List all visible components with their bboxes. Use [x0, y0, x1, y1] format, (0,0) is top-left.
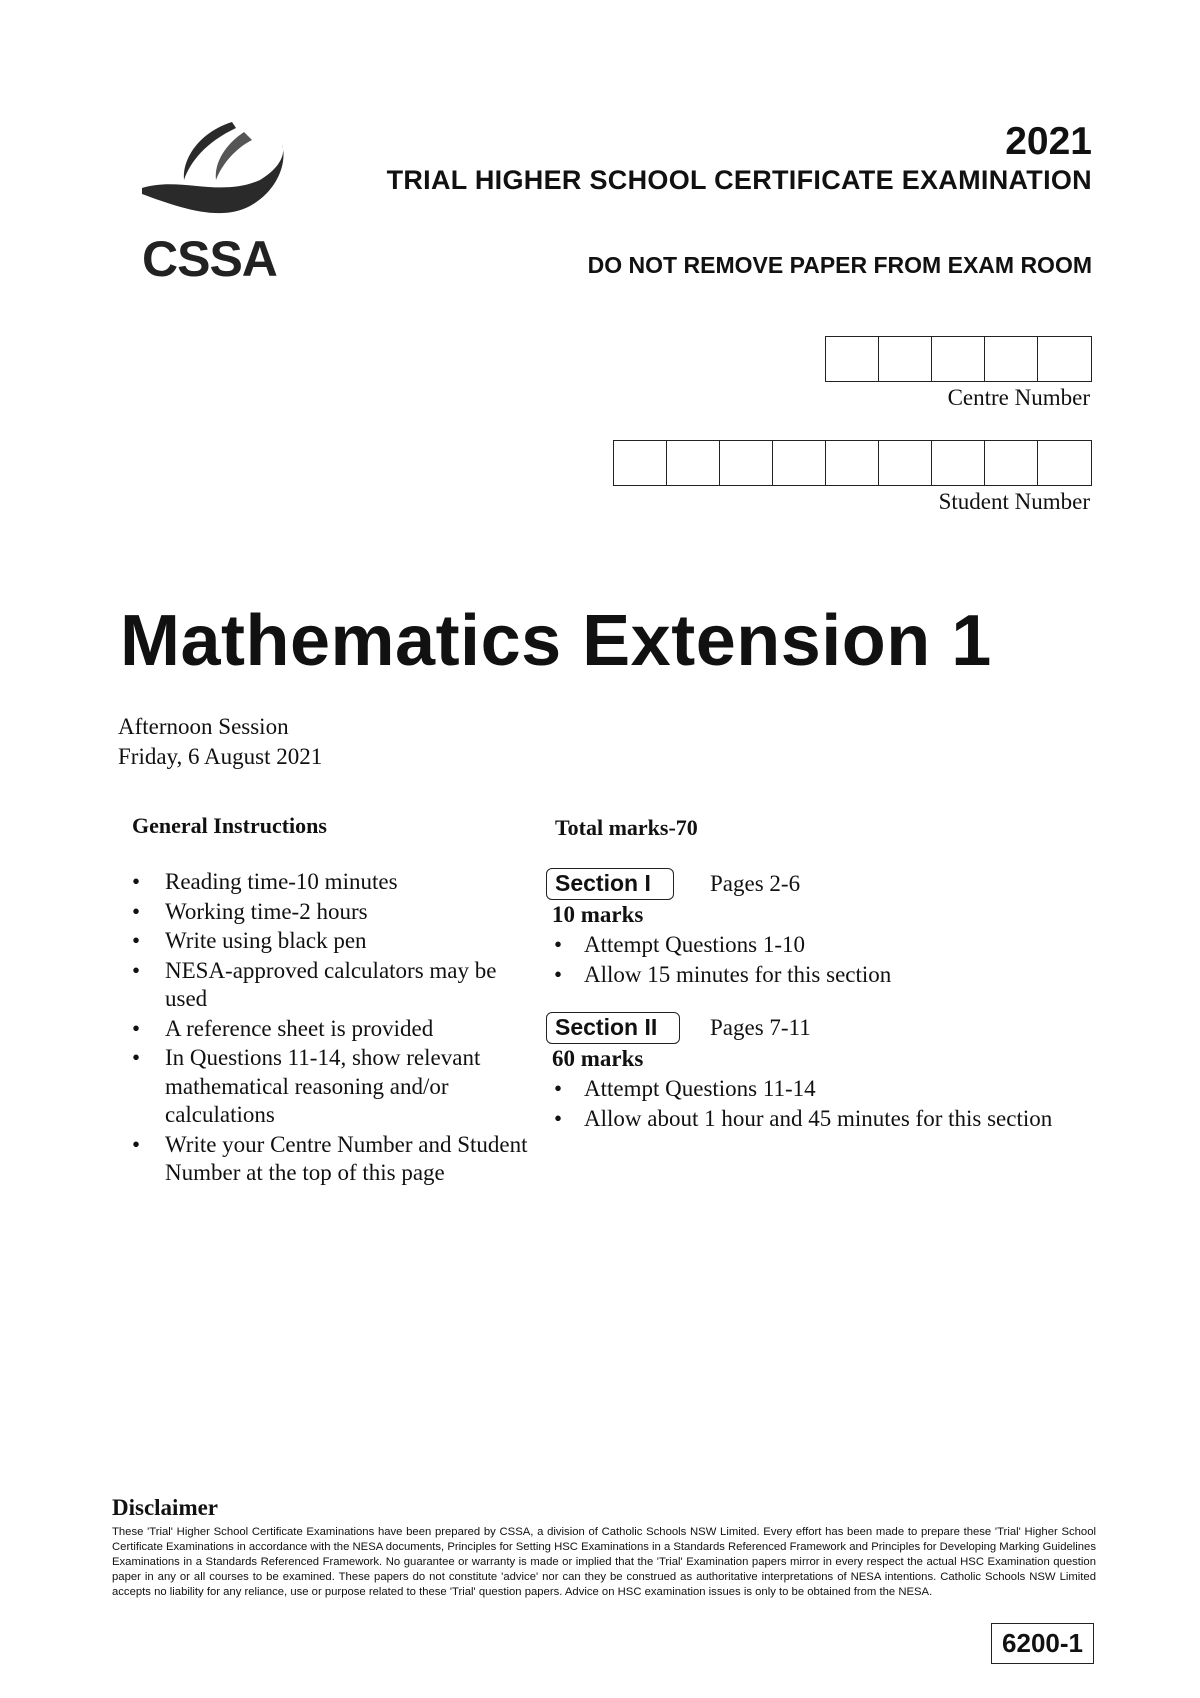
section-1-pages: Pages 2-6 — [710, 871, 801, 896]
general-instructions-heading: General Instructions — [132, 813, 327, 838]
list-item: • Allow 15 minutes for this section — [550, 960, 1110, 990]
list-item: • Reading time-10 minutes — [132, 868, 532, 897]
session-info — [118, 712, 322, 772]
general-instructions-list — [132, 868, 532, 1189]
list-item: • Allow about 1 hour and 45 minutes for this section — [550, 1104, 1110, 1134]
list-item: • Write your Centre Number and Student Number at the top of this page — [132, 1131, 532, 1188]
session-time: Afternoon Session — [118, 714, 289, 739]
student-number-digit-box[interactable] — [773, 441, 826, 485]
centre-number-digit-box[interactable] — [879, 337, 932, 381]
cssa-swoosh-icon — [140, 118, 300, 228]
list-item: • Working time-2 hours — [132, 898, 532, 927]
student-number-digit-box[interactable] — [614, 441, 667, 485]
exam-room-warning: DO NOT REMOVE PAPER FROM EXAM ROOM — [587, 252, 1092, 278]
student-number-boxes[interactable] — [613, 440, 1092, 486]
list-item: • In Questions 11-14, show relevant mathematical reasoning and/or calculations — [132, 1044, 532, 1130]
exam-title: TRIAL HIGHER SCHOOL CERTIFICATE EXAMINATION — [386, 165, 1092, 195]
total-marks: Total marks-70 — [555, 815, 698, 840]
session-date: Friday, 6 August 2021 — [118, 744, 323, 769]
list-item: • Attempt Questions 1-10 — [550, 930, 1110, 960]
student-number-digit-box[interactable] — [826, 441, 879, 485]
list-item: • Write using black pen — [132, 927, 532, 956]
centre-number-digit-box[interactable] — [985, 337, 1038, 381]
section-2-badge: Section II — [546, 1012, 680, 1044]
cssa-logo — [140, 118, 300, 287]
section-2-marks: 60 marks — [552, 1046, 644, 1071]
list-item: • A reference sheet is provided — [132, 1015, 532, 1044]
list-item: • NESA-approved calculators may be used — [132, 957, 532, 1014]
student-number-digit-box[interactable] — [1038, 441, 1091, 485]
disclaimer-text: These 'Trial' Higher School Certificate Examinations have been prepared by CSSA, a division of Catholic Schools NSW Limited. Every effort has been made to prepare these 'Trial' Higher School Certificate Examinations in accordance with the NESA documents, Principles for Setting HSC Examinations in a Standards Referenced Framework and Principles for Developing Marking Guidelines Examinations in a Standards Referenced Framework. No guarantee or warranty is made or implied that the 'Trial' Examination papers mirror in every respect the actual HSC Examination question paper in any or all courses to be examined. These papers do not constitute 'advice' nor can they be construed as authoritative interpretations of NESA intentions. Catholic Schools NSW Limited accepts no liability for any reliance, use or purpose related to these 'Trial' question papers. Advice on HSC examination issues is only to be obtained from the NESA. — [112, 1526, 1096, 1598]
section-1-badge: Section I — [546, 868, 674, 900]
section-1-marks: 10 marks — [552, 902, 644, 927]
centre-number-digit-box[interactable] — [932, 337, 985, 381]
disclaimer-heading: Disclaimer — [112, 1495, 219, 1520]
centre-number-digit-box[interactable] — [1038, 337, 1091, 381]
student-number-digit-box[interactable] — [720, 441, 773, 485]
exam-year: 2021 — [1005, 120, 1092, 163]
centre-number-label: Centre Number — [947, 385, 1090, 410]
student-number-digit-box[interactable] — [932, 441, 985, 485]
student-number-digit-box[interactable] — [985, 441, 1038, 485]
section-2-list — [550, 1074, 1110, 1134]
student-number-digit-box[interactable] — [667, 441, 720, 485]
section-1-list — [550, 930, 1110, 990]
section-2-pages: Pages 7-11 — [710, 1015, 811, 1040]
centre-number-boxes[interactable] — [825, 336, 1092, 382]
paper-code: 6200-1 — [991, 1623, 1094, 1664]
list-item: • Attempt Questions 11-14 — [550, 1074, 1110, 1104]
centre-number-digit-box[interactable] — [826, 337, 879, 381]
student-number-label: Student Number — [938, 489, 1090, 514]
subject-title: Mathematics Extension 1 — [120, 601, 992, 681]
logo-text: CSSA — [142, 231, 277, 287]
student-number-digit-box[interactable] — [879, 441, 932, 485]
